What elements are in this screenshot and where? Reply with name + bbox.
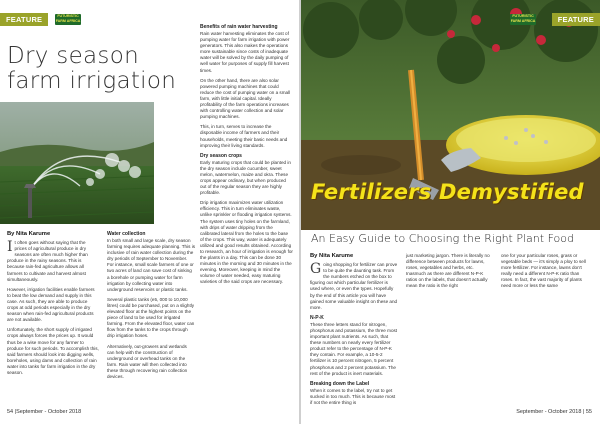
right-page bbox=[301, 0, 600, 424]
paragraph-text: t often goes without saying that the prices of agricultural produce in dry seasons are often much higher than produce in the rainy seasons. This is because rain-fed agriculture allows all farmers to cultivate and harvest almost simultaneously. bbox=[7, 240, 88, 282]
left-column-2 bbox=[107, 231, 195, 384]
page-footer: 54 |September - October 2018 bbox=[7, 409, 82, 415]
paragraph: just marketing jargon. There is literally no difference between products for lawns, roses, vegetables and herbs, etc. Inasmuch as there are different N-P-K ratios on the labels, that doesn't actually mean the ratio is the right bbox=[406, 253, 490, 289]
section-heading: Water collection bbox=[107, 231, 146, 237]
paragraph bbox=[310, 262, 398, 311]
magazine-logo bbox=[510, 14, 536, 25]
paragraph: Rain water harvesting eliminates the cost of pumping water for farm irrigation with power generators. This also makes the operations more sustainable since costs of inadequate water will be solved by the daily pumping of well water for purposes of supply fill harvest times. bbox=[200, 31, 290, 73]
drop-cap: G bbox=[310, 261, 322, 278]
paragraph: On the other hand, there are also solar powered pumping machines that could reduce the cost of pumping water on a small farm, with little initial capital. Ideally profitability of the farm operations increases with controlling water collection and solar pumping machines. bbox=[200, 77, 291, 120]
paragraph: However, irrigation facilities enable farmers to beat the low demand and supply in this case. As such, they are able to produce crops at odd periods especially in the dry season when rain-fed agricultural products are not available. bbox=[7, 286, 95, 323]
article-title bbox=[7, 44, 176, 94]
article-subtitle: An Easy Guide to Choosing the Right Plant Food bbox=[311, 232, 574, 245]
right-column-3 bbox=[501, 253, 591, 294]
logo-line-2: FARM AFRICA bbox=[55, 19, 81, 23]
left-column-1 bbox=[7, 231, 99, 380]
left-header bbox=[0, 13, 100, 26]
paragraph: one for your particular roses, grass or vegetable beds — it's simply a ploy to sell more fertilizer. For instance, lawns don't really need a different N-P-K ratio than roses. In fact, the vast majority of plants need more or less the same bbox=[501, 253, 586, 289]
right-column-2 bbox=[406, 253, 494, 294]
left-page bbox=[0, 0, 299, 424]
logo-line-1: FUTURISTIC bbox=[57, 14, 79, 18]
section-heading: Dry season crops bbox=[200, 152, 242, 159]
article-headline: Fertilizers Demystified bbox=[311, 180, 584, 204]
left-column-3 bbox=[200, 24, 293, 290]
byline: By Nita Karume bbox=[7, 231, 51, 237]
irrigation-photo bbox=[0, 102, 154, 224]
section-heading: N-P-K bbox=[310, 314, 324, 321]
right-header bbox=[490, 13, 600, 26]
paragraph: These three letters stand for nitrogen, phosphorus and potassium, the three most important plant nutrients. As such, that these numbers on nearly every fertilizer product refer to the percentage of N-P-K they contain. For example, a 10-5-2 fertilizer is 10 percent nitrogen, 5 percent phosphorus and 2 percent potassium. The rest of the product is inert materials. bbox=[310, 321, 398, 376]
title-line-1: Dry season bbox=[7, 43, 139, 69]
paragraph: Several plastic tanks (e5, 000 to 10,000 litres) could be purchased, put on a slightly elevated floor at the highest points on the piece of land to be used for irrigated farming. From the elevated floor, water can flow from the tanks to the crops through drip irrigation hoses. bbox=[107, 296, 195, 339]
magazine-logo bbox=[55, 14, 81, 25]
paragraph bbox=[7, 240, 99, 283]
right-column-1 bbox=[310, 253, 398, 410]
paragraph: Drip irrigation maximizes water utilization efficiency. This in turn eliminates waste, unlike sprinkler or flooding irrigation systems. The system uses tiny holes on the farmland, with drips of water dripping from the calibrated lateral from the holes to the base of the crops. This way, water is adequately utilized and good results obtained. According to research, an hour of irrigation is enough for the plants in a day. This can be done 30 minutes in the morning and 30 minutes in the evening. Moreover, keeping in mind the volume of water needed, easy maturing varieties of the said crops are necessary. bbox=[200, 200, 293, 285]
logo-line-2: FARM AFRICA bbox=[510, 19, 536, 23]
section-heading: Breaking down the Label bbox=[310, 380, 370, 387]
title-line-2: farm irrigation bbox=[7, 68, 177, 94]
page-footer: September - October 2018 | 55 bbox=[516, 409, 592, 415]
paragraph: In both small and large scale, dry season farming requires adequate planning. This is inclusive of rain water collection during the dry periods of September to November. For instance, small scale farmers of one or two acres of land can save cost of sinking a borehole or pumping water for farm irrigation by collecting water into underground reservoirs or plastic tanks. bbox=[107, 238, 196, 292]
paragraph: When it comes to the label, try not to get sucked in too much. This is because most if not the entire thing is bbox=[310, 387, 396, 405]
paragraph: This, in turn, serves to increase the disposable income of farmers and their households, meeting their basic needs and improving their living standards. bbox=[200, 124, 288, 148]
section-heading: Benefits of rain water harvesting bbox=[200, 24, 278, 30]
paragraph-text: oing shopping for fertilizer can prove to be quite the daunting task. From the numbers etched on the box to figuring out which particular fertilizer is used where, or even the types. Hopefully by the end of this article you will have gained some valuable insight on these and more. bbox=[310, 262, 398, 310]
paragraph: Early maturing crops that could be planted in the dry season include cucumber, sweet melon, watermelon, maize and okra. These crops appear ordinary, but when produced out of the regular season they are highly profitable. bbox=[200, 159, 291, 196]
section-tag: FEATURE bbox=[552, 13, 600, 26]
logo-line-1: FUTURISTIC bbox=[512, 14, 534, 18]
drop-cap: I bbox=[7, 239, 13, 256]
paragraph: Unfortunately, the short supply of irrigated crops always forces the prices up. It would thus be a wise move for any farmer to produce for such periods. To accomplish this, said farmers should look into digging wells, boreholes, using dams and collection of rain water into tanks for farm irrigation in the dry season. bbox=[7, 327, 99, 375]
paragraph: Alternatively, out-growers and wetlands can help with the construction of underground or overhead tanks on the farm. Rain water will then collected into these through recovering rain collection devices. bbox=[107, 343, 188, 379]
byline: By Nita Karume bbox=[310, 253, 354, 259]
section-tag: FEATURE bbox=[0, 13, 48, 26]
